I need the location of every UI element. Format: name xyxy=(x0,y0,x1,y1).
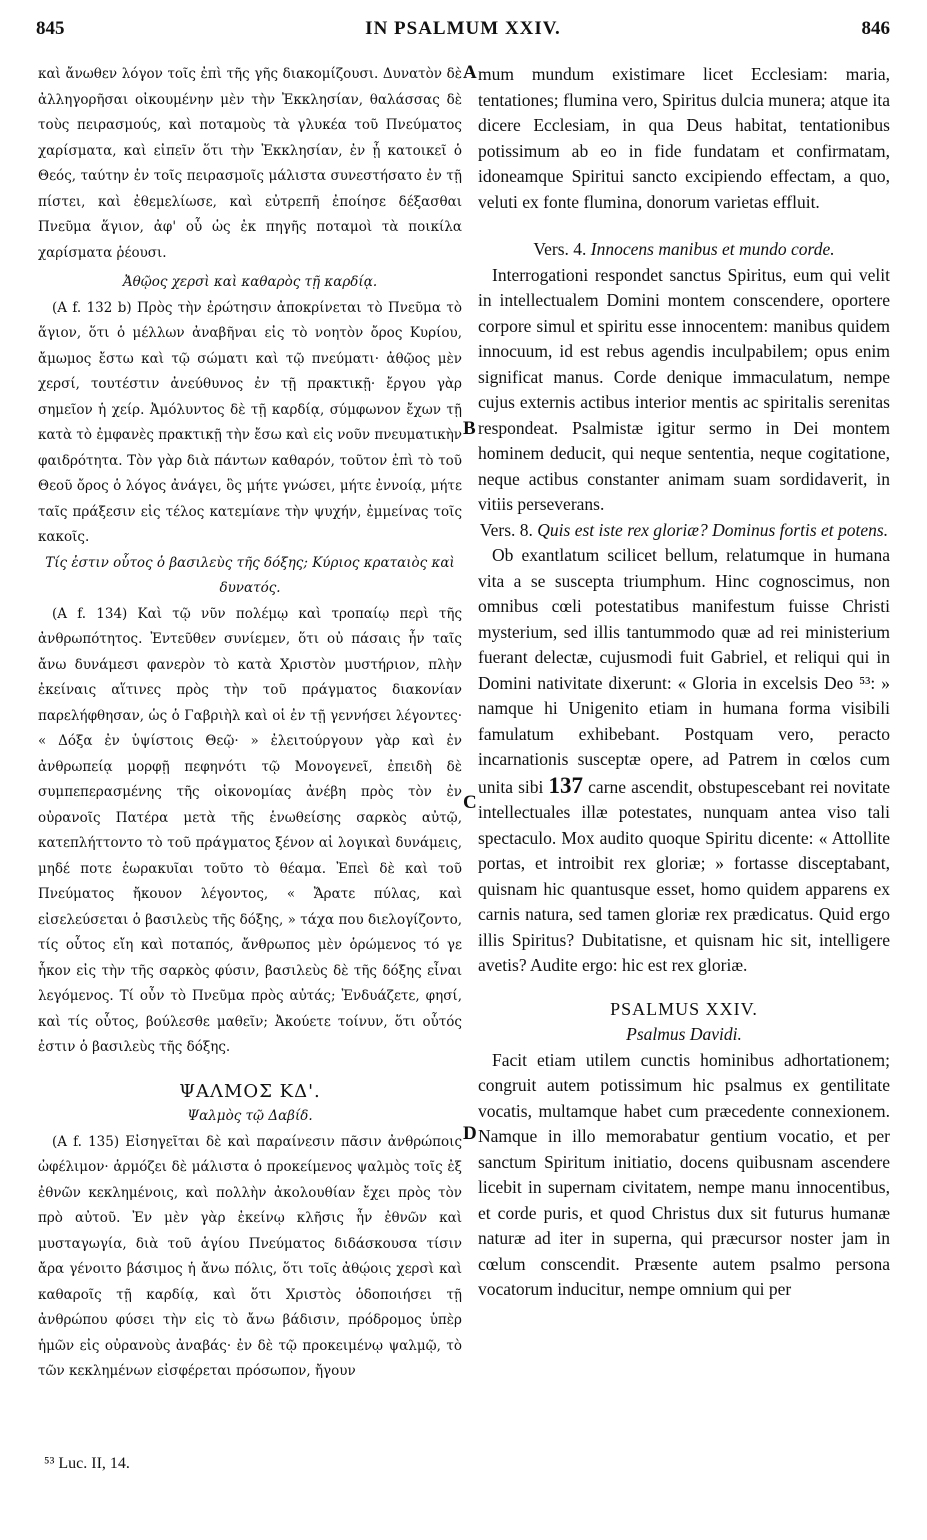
footnote: ⁵³ Luc. II, 14. xyxy=(44,1455,130,1472)
running-title: IN PSALMUM XXIV. xyxy=(365,18,561,39)
margin-letter-c: C xyxy=(463,792,477,813)
latin-verse-4-label: Vers. 4. xyxy=(533,239,587,259)
greek-paragraph-1: καὶ ἄνωθεν λόγον τοῖς ἐπὶ τῆς γῆς διακομίζουσι. Δυνατὸν δὲ ἀλληγορῆσαι οἰκουμένην μὲν τὴν Ἐκκλησίαν, θαλάσσας δὲ τοὺς πειρασμούς, καὶ ποταμοὺς τὰ γλυκέα τοῦ Πνεύματος χαρίσματα, καὶ εἰπεῖν ὅτι τὴν Ἐκκλησίαν, ἐν ᾗ κατοικεῖ ὁ Θεός, ταύτην ἐν τοῖς πειρασμοῖς μάλιστα συνεστήσατο ἐν τῇ πίστει, καὶ ἐθεμελίωσε, καὶ εὐτρεπῆ ἐποίησε δέξασθαι Πνεῦμα ἅγιον, ἀφ' οὗ ὡς ἐκ πηγῆς ποταμοὶ τὰ ποικίλα χαρίσματα ῥέουσι. xyxy=(38,66,462,261)
latin-verse-8-label: Vers. 8. xyxy=(479,519,533,540)
greek-verse-4-title: Ἀθῷος χερσὶ καὶ καθαρὸς τῇ καρδίᾳ. xyxy=(122,274,378,290)
page-number-right: 846 xyxy=(861,18,890,39)
margin-letter-a: A xyxy=(463,62,477,83)
latin-paragraph-3 xyxy=(478,543,890,979)
latin-paragraph-1: mum mundum existimare licet Ecclesiam: maria, tentationes; flumina vero, Spiritus dulcia munera; atque ita dicere Ecclesiam, in qua Deus habitat, tentationibus potissimum ab eo in fide fundatam et confirmatam, idoneamque Spiritui sancto excipiendo effectam, a quo, veluti ex fonte flumina, donorum varietas effluit. xyxy=(478,64,890,212)
latin-paragraph-3-part-b: carne ascendit, obstupescebant rei novitate intellectuales illæ potestates, nunquam antea viso tali spectaculo. Mox audito quoque Spiritu dicente: « Attollite portas, et introibit rex gloriæ; » fortasse disceptabant, quisnam hic quantusque esset, homo quidem apparens ex carnis natura, sed tamen gloriæ rex prædicatus. Quid ergo illis Spiritus? Dubitatisne, et quisnam hic sit, intelligere avetis? Audite ergo: hic est rex gloriæ. xyxy=(478,776,890,975)
greek-paragraph-2: (A f. 132 b) Πρὸς τὴν ἐρώτησιν ἀποκρίνεται τὸ Πνεῦμα τὸ ἅγιον, ὅτι ὁ μέλλων ἀναβῆναι εἰς τὸ νοητὸν ὄρος Κυρίου, ἄμωμος ἔστω καὶ τῷ σώματι καὶ τῷ πνεύματι· ἀθῷος μὲν χερσί, τουτέστιν ἀνεύθυνος ἐν τῇ πρακτικῇ· ἔργου γὰρ σημεῖον ἡ χείρ. Ἀμόλυντος δὲ τῇ καρδίᾳ, σύμφωνον ἔχων τῇ κατὰ τὸ ἐμφανὲς πρακτικῇ τὴν ἔσω καὶ εἰς νοῦν πνευματικὴν φαιδρότητα. Τὸν γὰρ διὰ πάντων καθαρόν, τοῦτον ἐπὶ τὸ τοῦ Θεοῦ ὄρος ὁ λόγος ἀνάγει, ὃς μήτε γνώσει, μήτε ἐννοίᾳ, μήτε ταῖς πράξεσιν εἰς τέλος κατεμίανε τὴν ψυχήν, ἐμμείνας τοῖς κακοῖς. xyxy=(38,299,462,545)
latin-verse-4-title xyxy=(478,237,890,263)
greek-verse-8-title: Τίς ἐστιν οὗτος ὁ βασιλεὺς τῆς δόξης; Κύριος κραταιὸς καὶ δυνατός. xyxy=(45,554,455,596)
greek-column xyxy=(38,62,462,1385)
greek-psalm-subtitle: Ψαλμὸς τῷ Δαβίδ. xyxy=(187,1108,313,1124)
margin-letter-b: B xyxy=(463,418,476,439)
latin-psalm-heading: PSALMUS XXIV. xyxy=(610,998,758,1019)
latin-paragraph-2: Interrogationi respondet sanctus Spiritus, eum qui velit in intellectualem Domini montem conscendere, oportere corpore simul et spiritu esse innocentem: manibus quidem innocuum, id est rebus agendis inculpabilem; opus enim significat manus. Corde denique immaculatum, nempe cujus externis actibus interior mentis ac spiritalis serenitas respondeat. Psalmistæ igitur sermo in Dei montem hominem deducit, qui neque sententia, neque cogitatione, neque actibus constanter animam suam sordidaverit, in vitiis perseverans. xyxy=(478,264,890,514)
running-header xyxy=(30,18,896,48)
latin-verse-8-title xyxy=(478,518,890,544)
latin-paragraph-3-part-a: Ob exantlatum scilicet bellum, relatumque in humana vita a se suscepta triumphum. Hinc cognoscimus, non omnibus cœli potestatibus manifestum fuisse Christi mysterium, sed illis tantummodo quæ ad rei ministerium fuerant delectæ, cujusmodi fuit Gabriel, et reliqui qui in Domini nativitate dixerunt: « Gloria in excelsis Deo ⁵³: » namque hi Unigenito etiam in humana forma visibili famulatum exhibebant. Postquam vero, peracto incarnationis susceptæ opere, ad Patrem in cœlos cum unita sibi xyxy=(478,545,890,797)
page-number-left: 845 xyxy=(36,18,65,39)
latin-column xyxy=(478,62,890,1303)
greek-psalm-heading: ΨΑΛΜΟΣ ΚΔ'. xyxy=(179,1080,321,1102)
margin-letter-d: D xyxy=(463,1123,477,1144)
latin-paragraph-4: Facit etiam utilem cunctis hominibus adhortationem; congruit autem potissimum hic psalmus ex gentilitate vocatis, multamque habet cum præcedente connexionem. Namque in illo memorabatur gentium vocatio, et per sanctum Spiritum initiatio, docens quibusnam ascendere licebit in supernam civitatem, nempe manu innocentibus, et corde puris, et quod Christus dux sit futurus humanæ naturæ ad iter in superna, qui præcursor noster jam in cœlum conscendit. Præsente autem psalmo persona vocatorum inducitur, nempe omnium qui per xyxy=(478,1049,890,1299)
latin-verse-8-text: Quis est iste rex gloriæ? Dominus fortis et potens. xyxy=(537,519,889,540)
greek-paragraph-4: (A f. 135) Εἰσηγεῖται δὲ καὶ παραίνεσιν πᾶσιν ἀνθρώποις ὠφέλιμον· ἁρμόζει δὲ μάλιστα ὁ προκείμενος ψαλμὸς τοῖς ἐξ ἐθνῶν κεκλημένοις, καὶ πολλὴν ἀκολουθίαν ἔχει πρὸς τὸν πρὸ αὐτοῦ. Ἐν μὲν γὰρ ἐκείνῳ κλῆσις ἦν ἐθνῶν καὶ μυσταγωγία, διὰ τοῦ ἁγίου Πνεύματος διδάσκουσα τίσιν ἄρα γένοιτο βάσιμος ἡ ἄνω πόλις, ὅτι τοῖς ἀθῴοις χερσὶ καὶ καθαροῖς τῇ καρδίᾳ, καὶ ὅτι Χριστὸς ὁδοποιήσει τῇ ἀνθρώπου φύσει τὴν εἰς τὸ ἄνω βάδισιν, πρόδρομος ὑπὲρ ἡμῶν εἰς οὐρανοὺς ἀναβάς· ἐν δὲ τῷ προκειμένῳ ψαλμῷ, τὸ τῶν κεκλημένων εἰσφέρεται πρόσωπον, ἤγουν xyxy=(38,1133,462,1379)
greek-paragraph-3: (A f. 134) Καὶ τῷ νῦν πολέμῳ καὶ τροπαίῳ περὶ τῆς ἀνθρωπότητος. Ἐντεῦθεν συνίεμεν, ὅτι οὐ πάσαις ἦν ταῖς ἄνω δυνάμεσι φανερὸν τὸ κατὰ Χριστὸν μυστήριον, πλὴν ἐκείναις αἵτινες πρὸς τὴν τοῦ πράγματος διακονίαν παρελήφθησαν, ὡς ὁ Γαβριὴλ καὶ οἱ ἐν τῇ γεννήσει λέγοντες· « Δόξα ἐν ὑψίστοις Θεῷ· » ἐλειτούργουν γὰρ καὶ ἐν ἀνθρωπείᾳ μορφῇ πεφηνότι τῷ Μονογενεῖ, ἐπειδὴ δὲ συμπεπερασμένης τῆς οἰκονομίας ἀνέβη πρὸς τὸν ἐν οὐρανοῖς Πατέρα μετὰ τῆς ἑνωθείσης σαρκὸς αὐτῷ, κατεπλήττοντο τὸ τοῦ πράγματος ξένον αἱ λογικαὶ δυνάμεις, μηδέ ποτε ἑωρακυῖαι τοῦτο τὸ θέαμα. Ἐπεὶ δὲ καὶ τοῦ Πνεύματος ἤκουον λέγοντος, « Ἄρατε πύλας, καὶ εἰσελεύσεται ὁ βασιλεὺς τῆς δόξης, » τάχα που διελογίζοντο, τίς οὗτος εἴη καὶ ποταπός, ἄνθρωπος μὲν ὁρώμενος τό γε ἧκον εἰς τὴν τῆς σαρκὸς φύσιν, βασιλεὺς δὲ τῆς δόξης εἶναι λεγόμενος. Τί οὖν τὸ Πνεῦμα πρὸς αὐτάς; Ἐνδυάζετε, φησί, καὶ τίς οὗτος, βούλεσθε μαθεῖν; Ἀκούετε τοίνυν, ὅτι οὗτός ἐστιν ὁ βασιλεὺς τῆς δόξης. xyxy=(38,605,462,1055)
latin-psalm-subtitle: Psalmus Davidi. xyxy=(626,1024,742,1044)
latin-verse-4-text: Innocens manibus et mundo corde. xyxy=(590,239,835,259)
original-page-number: 137 xyxy=(548,772,584,798)
